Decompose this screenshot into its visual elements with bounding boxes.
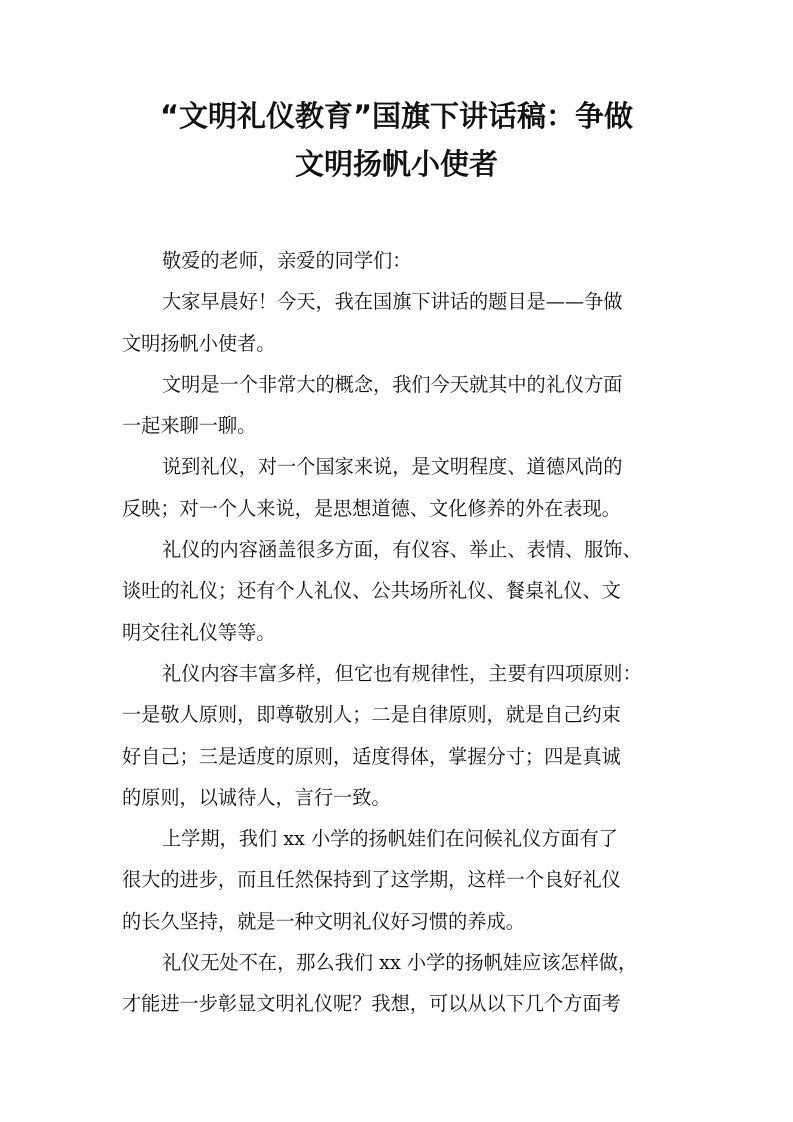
- text-line: 礼仪内容丰富多样，但它也有规律性，主要有四项原则：: [162, 661, 642, 685]
- text-line: 敬爱的老师，亲爱的同学们：: [162, 249, 412, 272]
- title-line: “文明礼仪教育”国旗下讲话稿：争做: [159, 99, 634, 133]
- text-line: 谈吐的礼仪；还有个人礼仪、公共场所礼仪、餐桌礼仪、文: [122, 579, 621, 603]
- text-line: 说到礼仪，对一个国家来说，是文明程度、道德风尚的: [162, 455, 623, 479]
- text-line: 反映；对一个人来说，是思想道德、文化修养的外在表现。: [122, 496, 621, 520]
- text-line: 一是敬人原则，即尊敬别人；二是自律原则，就是自己约束: [122, 703, 621, 727]
- paragraph-principles: [122, 653, 673, 818]
- text-line: 的长久坚持，就是一种文明礼仪好习惯的养成。: [122, 909, 525, 933]
- paragraph-etiquette-content: [122, 529, 673, 653]
- text-line: 很大的进步，而且任然保持到了这学期，这样一个良好礼仪: [122, 868, 621, 892]
- text-line: 礼仪无处不在，那么我们 xx 小学的扬帆娃应该怎样做，: [162, 951, 638, 975]
- title-line: 文明扬帆小使者: [294, 147, 498, 181]
- text-line: 礼仪的内容涵盖很多方面，有仪容、举止、表情、服饰、: [162, 538, 642, 562]
- text-line: 文明扬帆小使者。: [122, 331, 276, 355]
- document-body: [122, 240, 673, 1025]
- text-line: 大家早晨好！今天，我在国旗下讲话的题目是——争做: [162, 290, 623, 314]
- paragraph-topic: [122, 281, 673, 364]
- paragraph-civilization: [122, 364, 673, 447]
- text-line: 文明是一个非常大的概念，我们今天就其中的礼仪方面: [162, 372, 623, 396]
- paragraph-etiquette-meaning: [122, 446, 673, 529]
- document-title: [100, 92, 693, 188]
- text-line: 上学期，我们 xx 小学的扬帆娃们在问候礼仪方面有了: [162, 827, 618, 851]
- text-line: 明交往礼仪等等。: [122, 620, 276, 644]
- paragraph-how-to: [122, 942, 673, 1025]
- paragraph-greeting: [122, 240, 673, 281]
- paragraph-last-term: [122, 818, 673, 942]
- text-line: 才能进一步彰显文明礼仪呢？我想，可以从以下几个方面考: [122, 992, 621, 1016]
- text-line: 的原则，以诚待人，言行一致。: [122, 785, 391, 809]
- text-line: 好自己；三是适度的原则，适度得体，掌握分寸；四是真诚: [122, 744, 621, 768]
- text-line: 一起来聊一聊。: [122, 414, 257, 438]
